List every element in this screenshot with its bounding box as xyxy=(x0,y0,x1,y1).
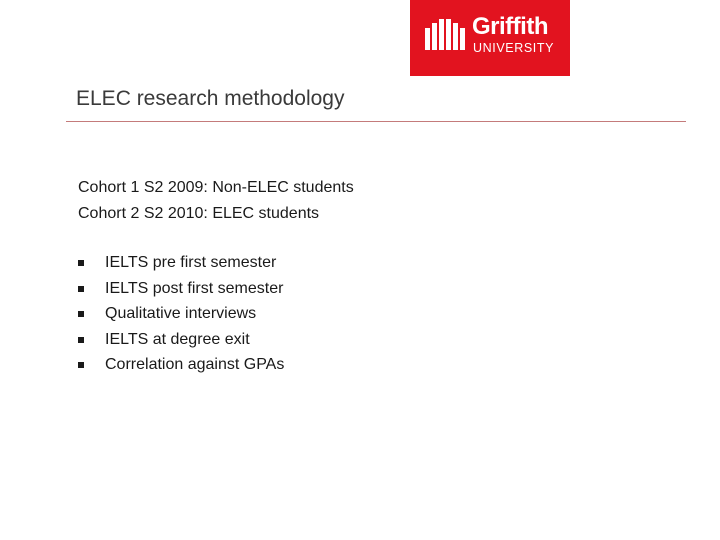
list-item xyxy=(78,276,284,302)
square-bullet-icon xyxy=(78,337,84,343)
bullet-text: IELTS pre first semester xyxy=(105,254,277,271)
list-item xyxy=(78,250,284,276)
method-bullet-list xyxy=(78,250,284,378)
list-item xyxy=(78,327,284,353)
bullet-text: Qualitative interviews xyxy=(105,305,257,322)
bullet-text: IELTS post first semester xyxy=(105,279,284,297)
bullet-text: Correlation against GPAs xyxy=(105,356,285,373)
list-item xyxy=(78,301,284,327)
logo-subtitle: UNIVERSITY xyxy=(473,41,555,55)
cohort-line: Cohort 2 S2 2010: ELEC students xyxy=(78,205,320,222)
logo-name: Griffith xyxy=(472,13,548,40)
list-item xyxy=(78,352,284,378)
griffith-logo-icon xyxy=(424,14,466,54)
square-bullet-icon xyxy=(78,362,84,368)
cohort-list xyxy=(78,175,354,227)
cohort-line: Cohort 1 S2 2009: Non-ELEC students xyxy=(78,179,354,196)
title-divider xyxy=(66,121,686,122)
slide-title: ELEC research methodology xyxy=(76,87,345,110)
bullet-text: IELTS at degree exit xyxy=(105,330,250,348)
square-bullet-icon xyxy=(78,260,84,266)
square-bullet-icon xyxy=(78,286,84,292)
griffith-logo xyxy=(410,0,570,76)
square-bullet-icon xyxy=(78,311,84,317)
